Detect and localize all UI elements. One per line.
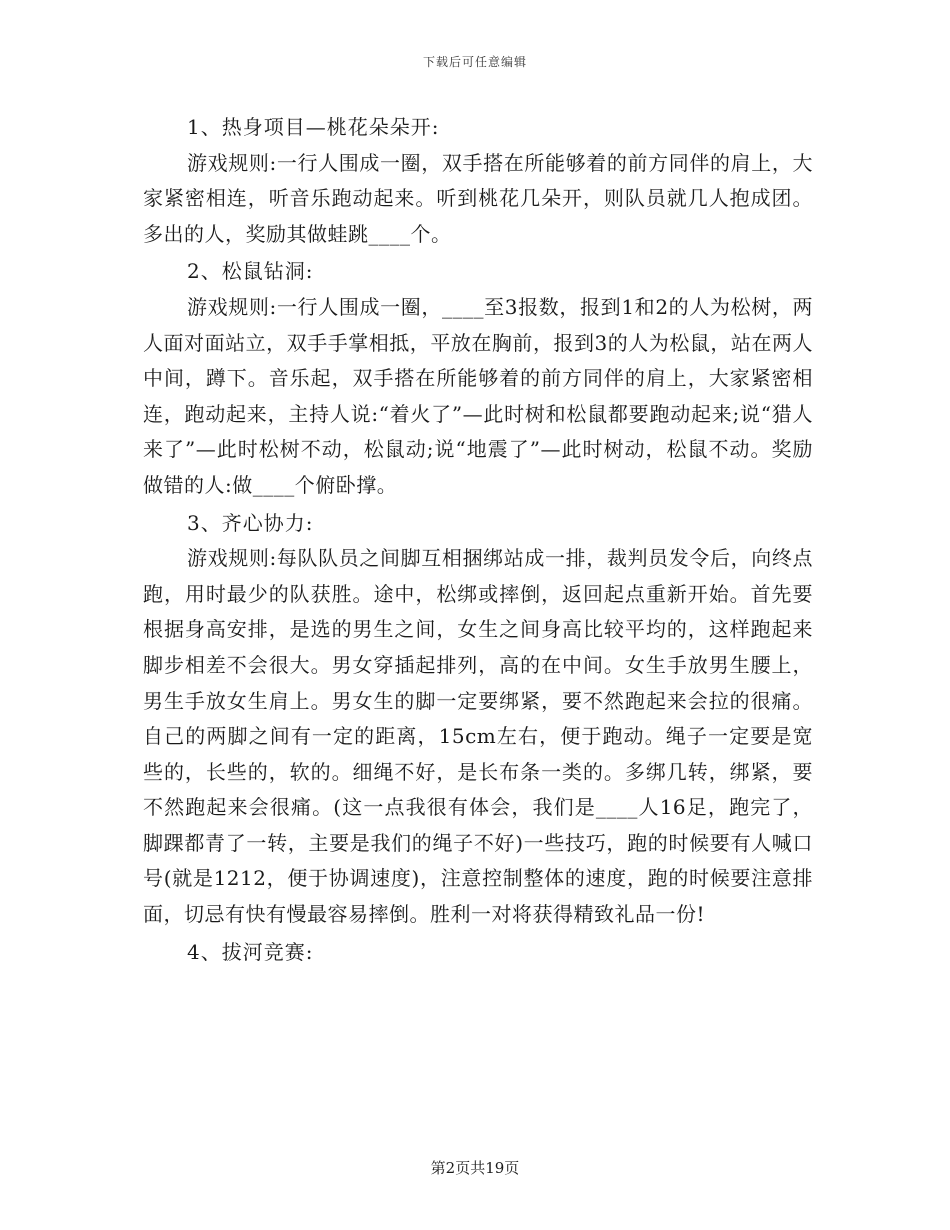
document-body	[143, 110, 813, 970]
page-header: 下载后可任意编辑	[422, 55, 527, 69]
section-3-body: 游戏规则:每队队员之间脚互相捆绑站成一排，裁判员发令后，向终点跑，用时最少的队获胜。途中，松绑或摔倒，返回起点重新开始。首先要根据身高安排，是选的男生之间，女生之间身高比较平均的，这样跑起来脚步相差不会很大。男女穿插起排列，高的在中间。女生手放男生腰上，男生手放女生肩上。男女生的脚一定要绑紧，要不然跑起来会拉的很痛。自己的两脚之间有一定的距离，15cm左右，便于跑动。绳子一定要是宽些的，长些的，软的。细绳不好，是长布条一类的。多绑几转，绑紧，要不然跑起来会很痛。(这一点我很有体会，我们是____人16足，跑完了，脚踝都青了一转，主要是我们的绳子不好)一些技巧，跑的时候要有人喊口号(就是1212，便于协调速度)，注意控制整体的速度，跑的时候要注意排面，切忌有快有慢最容易摔倒。胜利一对将获得精致礼品一份!	[143, 546, 813, 927]
section-3-heading: 3、齐心协力:	[187, 510, 314, 535]
section-1-body: 游戏规则:一行人围成一圈，双手搭在所能够着的前方同伴的肩上，大家紧密相连，听音乐跑动起来。听到桃花几朵开，则队员就几人抱成团。多出的人，奖励其做蛙跳____个。	[143, 150, 813, 246]
section-2-body: 游戏规则:一行人围成一圈，____至3报数，报到1和2的人为松树，两人面对面站立，双手手掌相抵，平放在胸前，报到3的人为松鼠，站在两人中间，蹲下。音乐起，双手搭在所能够着的前方同伴的肩上，大家紧密相连，跑动起来，主持人说:“着火了”—此时树和松鼠都要跑动起来;说“猎人来了”—此时松树不动，松鼠动;说“地震了”—此时树动，松鼠不动。奖励做错的人:做____个俯卧撑。	[143, 294, 813, 497]
section-4-heading: 4、拔河竞赛:	[187, 939, 314, 964]
section-2-heading: 2、松鼠钻洞:	[187, 259, 314, 284]
section-1-heading: 1、热身项目—桃花朵朵开:	[187, 115, 440, 139]
page-footer: 第2页共19页	[430, 1159, 520, 1177]
